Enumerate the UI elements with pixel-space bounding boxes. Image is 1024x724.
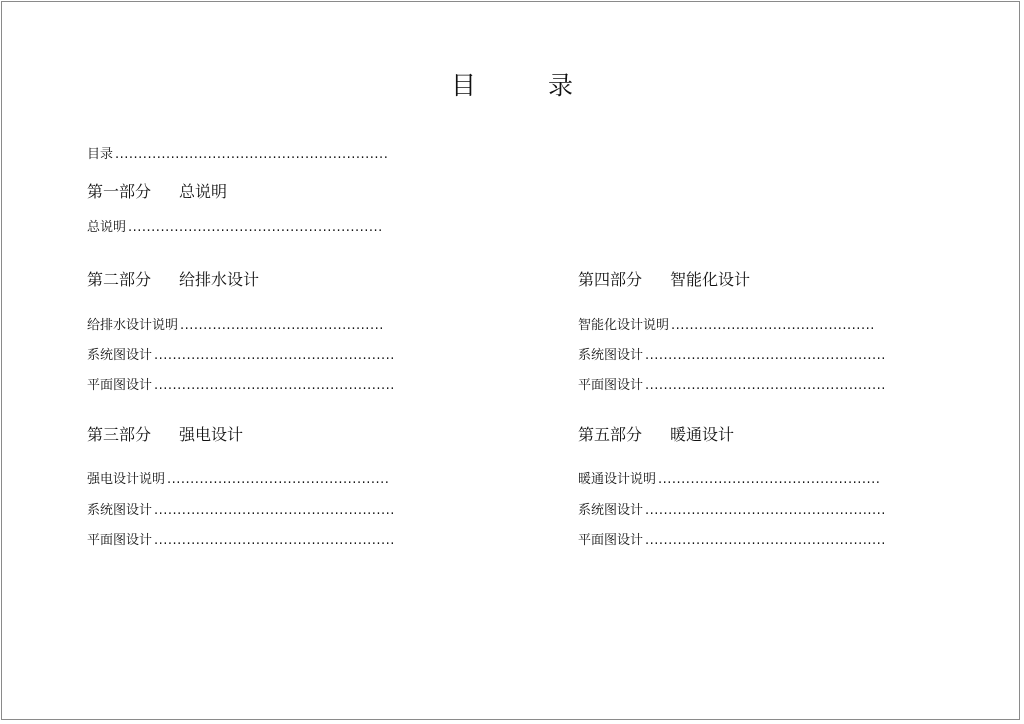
entry-label: 系统图设计: [87, 503, 153, 518]
part-name: 给排水设计: [179, 270, 260, 289]
part-label: 第二部分: [87, 270, 152, 289]
toc-entry-plumbing-notes[interactable]: [87, 314, 384, 333]
toc-entry-hvac-notes[interactable]: [578, 468, 880, 487]
entry-label: 暖通设计说明: [578, 472, 657, 487]
dot-leader: ....................................................: [154, 503, 395, 518]
entry-label: 目录: [87, 147, 114, 162]
title-char-1: 目: [450, 71, 476, 100]
toc-entry-general-notes[interactable]: [87, 216, 383, 235]
toc-entry-smart-system[interactable]: [578, 344, 886, 363]
dot-leader: ....................................................: [645, 503, 886, 518]
part-heading-5: [578, 422, 734, 445]
dot-leader: ....................................................: [645, 348, 886, 363]
dot-leader: ...........................................................: [115, 147, 389, 162]
entry-label: 平面图设计: [578, 378, 644, 393]
dot-leader: ....................................................: [154, 533, 395, 548]
entry-label: 给排水设计说明: [87, 318, 179, 333]
part-label: 第四部分: [578, 270, 643, 289]
entry-label: 系统图设计: [578, 348, 644, 363]
page-title: [0, 66, 1024, 102]
dot-leader: ....................................................: [645, 533, 886, 548]
dot-leader: ............................................: [671, 318, 875, 333]
toc-entry-electrical-notes[interactable]: [87, 468, 389, 487]
toc-entry-plumbing-plan[interactable]: [87, 374, 395, 393]
part-heading-4: [578, 267, 750, 290]
part-label: 第一部分: [87, 182, 152, 201]
entry-label: 智能化设计说明: [578, 318, 670, 333]
dot-leader: ................................................: [658, 472, 881, 487]
toc-entry-hvac-plan[interactable]: [578, 529, 886, 548]
dot-leader: ....................................................: [154, 378, 395, 393]
title-char-2: 录: [548, 71, 574, 100]
part-name: 总说明: [179, 182, 228, 201]
part-label: 第三部分: [87, 425, 152, 444]
part-label: 第五部分: [578, 425, 643, 444]
part-heading-3: [87, 422, 243, 445]
toc-entry-electrical-system[interactable]: [87, 499, 395, 518]
entry-label: 系统图设计: [87, 348, 153, 363]
dot-leader: ................................................: [167, 472, 390, 487]
toc-entry-plumbing-system[interactable]: [87, 344, 395, 363]
part-heading-1: [87, 179, 227, 202]
part-heading-2: [87, 267, 259, 290]
entry-label: 总说明: [87, 220, 127, 235]
part-name: 强电设计: [179, 425, 244, 444]
toc-entry-hvac-system[interactable]: [578, 499, 886, 518]
toc-entry-smart-plan[interactable]: [578, 374, 886, 393]
dot-leader: ....................................................: [154, 348, 395, 363]
entry-label: 系统图设计: [578, 503, 644, 518]
entry-label: 平面图设计: [578, 533, 644, 548]
toc-entry-mulu[interactable]: [87, 143, 388, 162]
entry-label: 强电设计说明: [87, 472, 166, 487]
part-name: 暖通设计: [670, 425, 735, 444]
entry-label: 平面图设计: [87, 533, 153, 548]
dot-leader: .......................................................: [128, 220, 383, 235]
entry-label: 平面图设计: [87, 378, 153, 393]
part-name: 智能化设计: [670, 270, 751, 289]
dot-leader: ............................................: [180, 318, 384, 333]
toc-entry-electrical-plan[interactable]: [87, 529, 395, 548]
toc-entry-smart-notes[interactable]: [578, 314, 875, 333]
dot-leader: ....................................................: [645, 378, 886, 393]
